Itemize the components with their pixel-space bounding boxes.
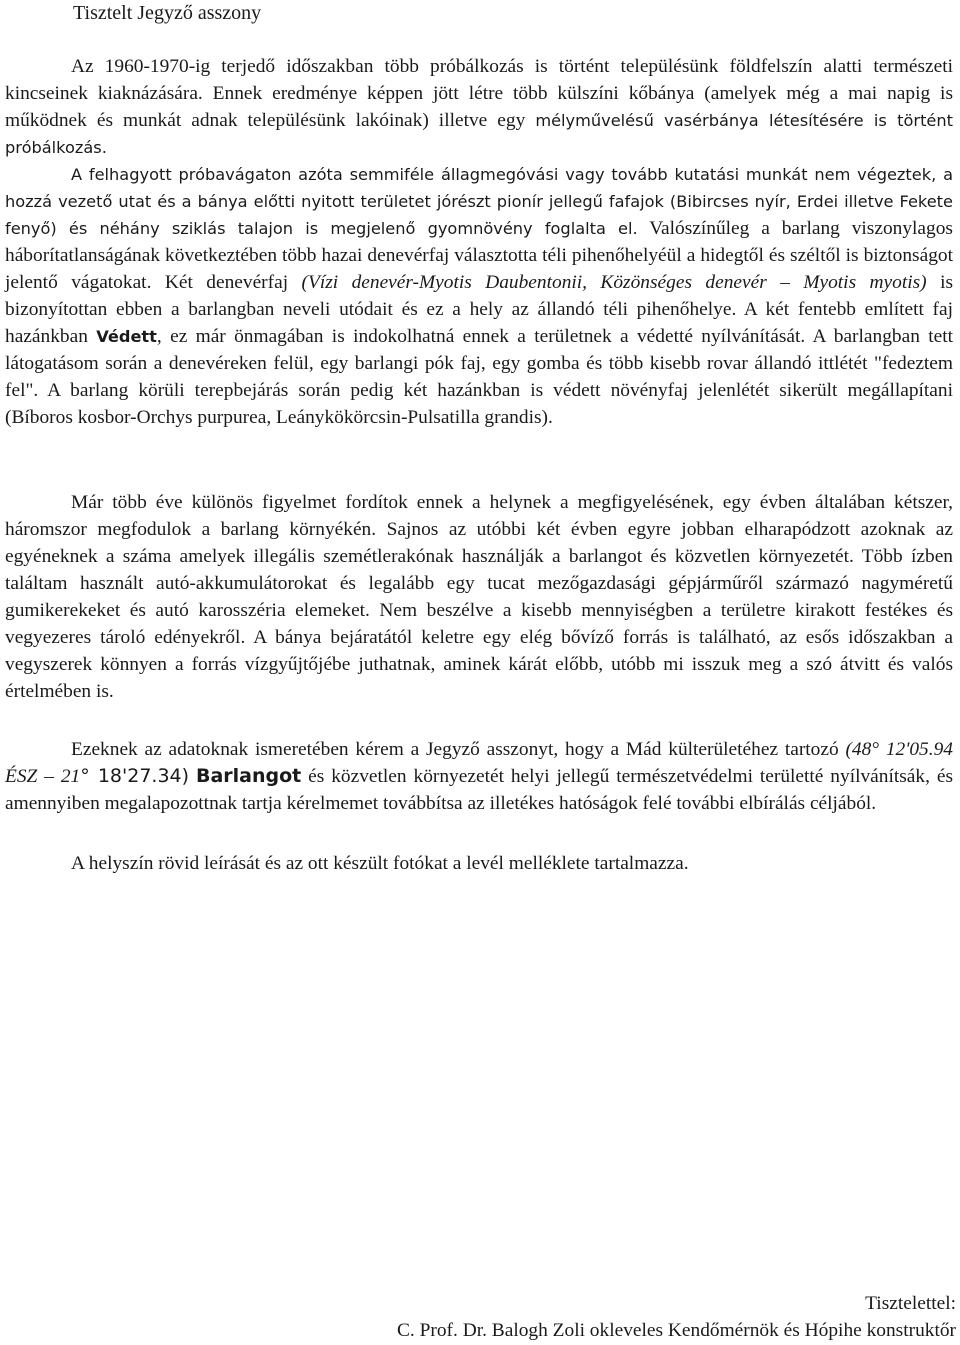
paragraph-4-text-end: és közvetlen környezetét helyi jellegű természetvédelmi területté nyílvánítsák, és amennyiben megalapozottnak tartja kérelmemet továbbítsa az illetékes hatóságok felé további elbírálás céljából.: [5, 766, 954, 814]
protected-label: Védett: [96, 327, 157, 346]
paragraph-1: [5, 53, 953, 161]
paragraph-2-text: Valószínűleg a barlang viszonylagos háborítatlanságának következtében több hazai denevérfaj választotta téli pihenőhelyéül a hidegtől és széltől is biztonságot jelentő vágatokat. Két denevérfaj: [5, 218, 953, 293]
paragraph-3: [5, 489, 953, 705]
coordinates-sans: ° 18'27.34): [80, 765, 190, 787]
paragraph-4: [5, 736, 953, 817]
bat-species-italic: (Vízi denevér-Myotis Daubentonii, Közönséges denevér – Myotis myotis): [301, 272, 927, 293]
paragraph-3-text: Már több éve különös figyelmet fordítok ennek a helynek a megfigyelésének, egy évben általában kétszer, háromszor megfodulok a barlang környékén. Sajnos az utóbbi két évben egyre jobban elharapódzott azoknak az egyéneknek a száma amelyek illegális szemétlerakónak használják a barlangot és közvetlen környezetét. Több ízben találtam használt autó-akkumulátorokat és legalább egy tucat mezőgazdasági gépjárműről származó nagyméretű gumikerekeket és autó karosszéria elemeket. Nem beszélve a kisebb mennyiségben a területre kirakott festékes és vegyezeres tároló edényekről. A bánya bejáratától keletre egy elég bővíző forrás is található, az esős időszakban a vegyszerek könnyen a forrás vízgyűjtőjébe juthatnak, aminek kárát előbb, utóbb mi isszuk meg a szó átvitt és valós értelmében is.: [5, 492, 953, 702]
paragraph-2-sans-text: A felhagyott próbavágaton azóta semmiféle állagmegóvási vagy tovább kutatási munkát nem végeztek, a hozzá vezető utat és a bánya előtti nyitott területet jórészt pionír jellegű fafajok (Bibircses nyír, Erdei illetve Fekete fenyő) és néhány sziklás talajon is megjelenő gyomnövény foglalta el.: [5, 165, 953, 238]
letter-signature: C. Prof. Dr. Balogh Zoli okleveles Kendőmérnök és Hópihe konstruktőr: [396, 1320, 956, 1341]
letter-closing: Tisztelettel:: [865, 1293, 956, 1314]
paragraph-4-text: Ezeknek az adatoknak ismeretében kérem a Jegyző asszonyt, hogy a Mád külterületéhez tartozó: [71, 739, 839, 760]
coordinates-italic: (48° 12'05.94 ÉSZ – 21: [5, 739, 953, 787]
paragraph-5: [5, 850, 953, 877]
paragraph-2-text-cont: is bizonyítottan ebben a barlangban neveli utódait és ez a hely az állandó téli pihenőhelye. A két fentebb említett faj hazánkban: [5, 272, 953, 347]
paragraph-1-sans-text: mélyművelésű vasérbánya létesítésére is történt próbálkozás.: [5, 111, 953, 157]
paragraph-2-text-end: , ez már önmagában is indokolhatná ennek a területnek a védetté nyílvánítását. A barlangban tett látogatásom során a denevéreken felül, egy barlangi pók faj, egy gomba és több kisebb rovar állandó ittlétét "fedeztem fel". A barlang körüli terepbejárás során pedig két hazánkban is védett növényfaj jelenlétét sikerült megállapítani (Bíboros kosbor-Orchys purpurea, Leánykökörcsin-Pulsatilla grandis).: [5, 326, 953, 428]
cave-label: Barlangot: [195, 765, 302, 787]
paragraph-1-text: Az 1960-1970-ig terjedő időszakban több próbálkozás is történt településünk földfelszín alatti természeti kincseinek kiaknázására. Ennek eredménye képpen jött létre több külszíni kőbánya (amelyek még a mai napig is működnek és munkát adnak településünk lakóinak) illetve egy: [5, 56, 953, 131]
paragraph-5-text: A helyszín rövid leírását és az ott készült fotókat a levél melléklete tartalmazza.: [71, 853, 689, 874]
letter-greeting: Tisztelt Jegyző asszony: [73, 2, 262, 24]
paragraph-2: [5, 161, 953, 431]
